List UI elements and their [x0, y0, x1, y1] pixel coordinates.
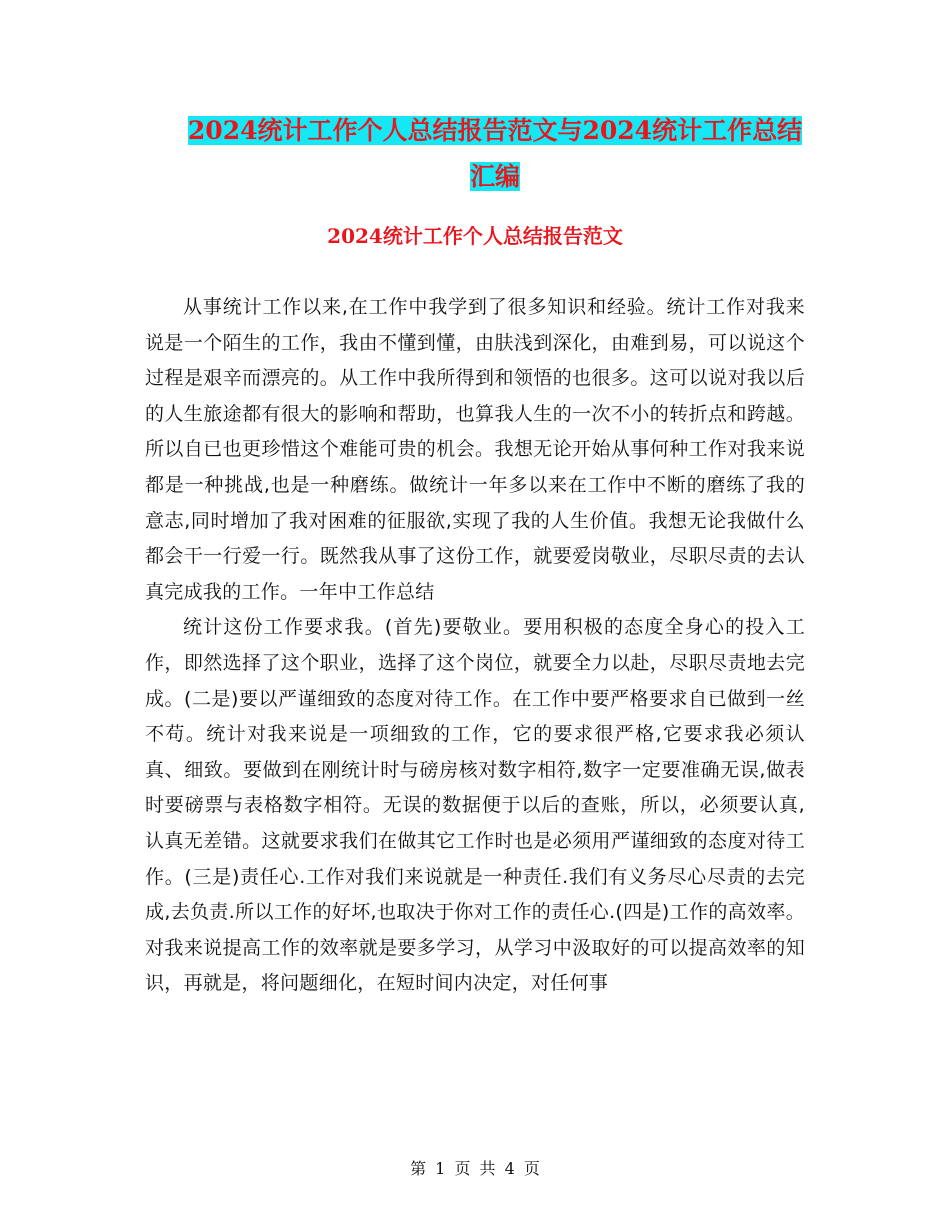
title-line-1: 2024统计工作个人总结报告范文与2024统计工作总结 [187, 116, 803, 145]
section-heading: 2024统计工作个人总结报告范文 [327, 224, 623, 248]
page-number-footer: 第 1 页 共 4 页 [410, 1159, 540, 1178]
document-title [140, 108, 850, 200]
paragraph: 从事统计工作以来,在工作中我学到了很多知识和经验。统计工作对我来说是一个陌生的工作，我由不懂到懂，由肤浅到深化，由难到易，可以说这个过程是艰辛而漂亮的。从工作中我所得到和领悟的也很多。这可以说对我以后的人生旅途都有很大的影响和帮助，也算我人生的一次不小的转折点和跨越。所以自已也更珍惜这个难能可贵的机会。我想无论开始从事何种工作对我来说都是一种挑战,也是一种磨练。做统计一年多以来在工作中不断的磨练了我的意志,同时增加了我对困难的征服欲,实现了我的人生价值。我想无论我做什么都会干一行爱一行。既然我从事了这份工作，就要爱岗敬业，尽职尽责的去认真完成我的工作。一年中工作总结 [145, 296, 805, 603]
paragraph: 统计这份工作要求我。(首先)要敬业。要用积极的态度全身心的投入工作，即然选择了这个职业，选择了这个岗位，就要全力以赴，尽职尽责地去完成。(二是)要以严谨细致的态度对待工作。在工作中要严格要求自已做到一丝不苟。统计对我来说是一项细致的工作，它的要求很严格,它要求我必须认真、细致。要做到在刚统计时与磅房核对数字相符,数字一定要准确无误,做表时要磅票与表格数字相符。无误的数据便于以后的查账，所以，必须要认真,认真无差错。这就要求我们在做其它工作时也是必须用严谨细致的态度对待工作。(三是)责任心.工作对我们来说就是一种责任.我们有义务尽心尽责的去完成,去负责.所以工作的好坏,也取决于你对工作的责任心.(四是)工作的高效率。对我来说提高工作的效率就是要多学习，从学习中汲取好的可以提高效率的知识，再就是，将问题细化，在短时间内决定，对任何事 [145, 616, 805, 995]
document-body [145, 290, 805, 1002]
title-line-2: 汇编 [469, 162, 520, 191]
